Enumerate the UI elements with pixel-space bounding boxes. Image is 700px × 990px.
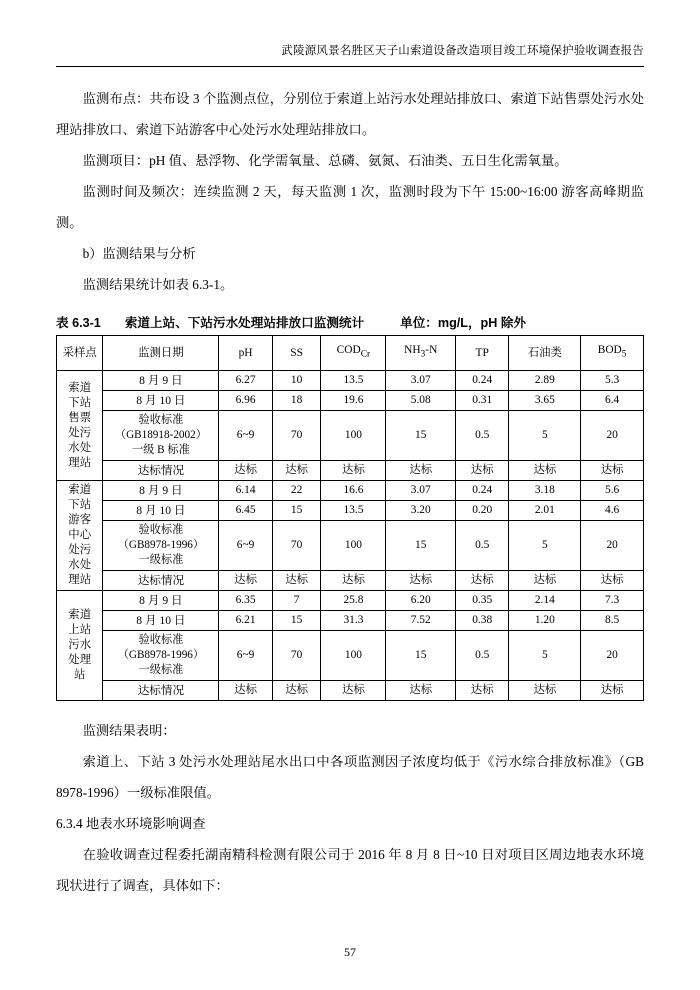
cell-ph: 6~9: [219, 631, 272, 681]
cell-ph: 达标: [219, 461, 272, 481]
paragraph-results-conclusion: 索道上、下站 3 处污水处理站尾水出口中各项监测因子浓度均低于《污水综合排放标准》（GB 8978-1996）一级标准限值。: [56, 754, 644, 800]
row-group-label-1: 索道 下站 售票 处污 水处 理站: [57, 371, 103, 481]
table-row: [57, 611, 644, 631]
table-caption-label: 表 6.3-1: [56, 316, 101, 330]
page-header: [56, 0, 644, 67]
cell-nh3n: 7.52: [386, 611, 456, 631]
cell-oil: 达标: [509, 461, 581, 481]
paragraph-monitoring-time: 监测时间及频次：连续监测 2 天，每天监测 1 次，监测时段为下午 15:00~16:00 游客高峰期监测。: [56, 184, 644, 230]
cell-nh3n: 达标: [386, 571, 456, 591]
cell-oil: 达标: [509, 571, 581, 591]
cell-tp: 0.24: [456, 481, 509, 501]
table-caption-unit: 单位：mg/L，pH 除外: [400, 316, 527, 330]
paragraph-monitoring-points: 监测布点：共布设 3 个监测点位，分别位于索道上站污水处理站排放口、索道下站售票处污水处理站排放口、索道下站游客中心处污水处理站排放口。: [56, 91, 644, 137]
cell-ph: 6.14: [219, 481, 272, 501]
col-header-date: 监测日期: [103, 336, 219, 371]
cell-ss: 70: [272, 521, 321, 571]
cell-oil: 1.20: [509, 611, 581, 631]
cell-compliance-label: 达标情况: [103, 571, 219, 591]
cell-date: 8 月 10 日: [103, 611, 219, 631]
cell-ss: 7: [272, 591, 321, 611]
section-heading-6-3-4: 6.3.4 地表水环境影响调查: [56, 816, 206, 831]
cell-codcr: 19.6: [321, 391, 386, 411]
col-header-ss: SS: [272, 336, 321, 371]
cell-ss: 18: [272, 391, 321, 411]
cell-ph: 达标: [219, 681, 272, 701]
cell-nh3n: 达标: [386, 681, 456, 701]
cell-bod5: 20: [581, 411, 644, 461]
paragraph-results-ref: 监测结果统计如表 6.3-1。: [82, 277, 234, 292]
cell-bod5: 7.3: [581, 591, 644, 611]
paragraph-monitoring-items: 监测项目：pH 值、悬浮物、化学需氧量、总磷、氨氮、石油类、五日生化需氧量。: [82, 153, 568, 168]
col-header-nh3n: $NH_3-N$: [386, 336, 456, 371]
cell-ss: 15: [272, 501, 321, 521]
cell-ph: 6.35: [219, 591, 272, 611]
cell-oil: 达标: [509, 681, 581, 701]
cell-oil: 2.89: [509, 371, 581, 391]
table-row: [57, 411, 644, 461]
col-header-oil: 石油类: [509, 336, 581, 371]
cell-tp: 达标: [456, 571, 509, 591]
paragraph-subsection-b: b）监测结果与分析: [82, 246, 196, 261]
cell-ss: 达标: [272, 461, 321, 481]
cell-tp: 0.31: [456, 391, 509, 411]
cell-oil: 5: [509, 521, 581, 571]
cell-oil: 5: [509, 631, 581, 681]
cell-nh3n: 15: [386, 631, 456, 681]
cell-tp: 0.5: [456, 631, 509, 681]
cell-ss: 达标: [272, 681, 321, 701]
monitoring-results-table: [56, 335, 644, 701]
cell-codcr: 100: [321, 521, 386, 571]
cell-nh3n: 3.07: [386, 371, 456, 391]
cell-bod5: 达标: [581, 461, 644, 481]
cell-bod5: 达标: [581, 571, 644, 591]
table-caption: [56, 312, 644, 331]
cell-date: 8 月 9 日: [103, 591, 219, 611]
table-row: [57, 371, 644, 391]
cell-codcr: 25.8: [321, 591, 386, 611]
cell-ss: 22: [272, 481, 321, 501]
cell-bod5: 达标: [581, 681, 644, 701]
cell-standard-label: 验收标准 （GB8978-1996） 一级标准: [103, 521, 219, 571]
col-header-codcr: $COD_{Cr}$: [321, 336, 386, 371]
table-header-row: [57, 336, 644, 371]
cell-codcr: 100: [321, 411, 386, 461]
cell-nh3n: 15: [386, 411, 456, 461]
col-header-bod5: $BOD_5$: [581, 336, 644, 371]
cell-codcr: 31.3: [321, 611, 386, 631]
cell-tp: 0.24: [456, 371, 509, 391]
table-row: [57, 481, 644, 501]
cell-oil: 2.01: [509, 501, 581, 521]
col-header-tp: TP: [456, 336, 509, 371]
paragraph-surface-water-survey: 在验收调查过程委托湖南精科检测有限公司于 2016 年 8 月 8 日~10 日对项目区周边地表水环境现状进行了调查，具体如下：: [56, 847, 644, 893]
cell-ph: 6~9: [219, 411, 272, 461]
paragraph-results-summary: 监测结果表明：: [82, 723, 176, 738]
cell-date: 8 月 9 日: [103, 481, 219, 501]
cell-nh3n: 15: [386, 521, 456, 571]
cell-compliance-label: 达标情况: [103, 681, 219, 701]
cell-nh3n: 3.07: [386, 481, 456, 501]
cell-codcr: 13.5: [321, 371, 386, 391]
cell-oil: 5: [509, 411, 581, 461]
cell-tp: 达标: [456, 681, 509, 701]
row-group-label-3: 索道 上站 污水 处理 站: [57, 591, 103, 701]
cell-bod5: 8.5: [581, 611, 644, 631]
cell-bod5: 5.3: [581, 371, 644, 391]
cell-tp: 达标: [456, 461, 509, 481]
cell-tp: 0.35: [456, 591, 509, 611]
table-row: [57, 571, 644, 591]
cell-standard-label: 验收标准 （GB18918-2002） 一级 B 标准: [103, 411, 219, 461]
cell-ph: 达标: [219, 571, 272, 591]
cell-standard-label: 验收标准 （GB8978-1996） 一级标准: [103, 631, 219, 681]
cell-nh3n: 3.20: [386, 501, 456, 521]
cell-date: 8 月 10 日: [103, 391, 219, 411]
cell-codcr: 100: [321, 631, 386, 681]
cell-ph: 6.27: [219, 371, 272, 391]
table-row: [57, 591, 644, 611]
cell-codcr: 达标: [321, 681, 386, 701]
cell-codcr: 达标: [321, 571, 386, 591]
cell-oil: 3.65: [509, 391, 581, 411]
cell-ss: 70: [272, 631, 321, 681]
table-row: [57, 391, 644, 411]
cell-nh3n: 6.20: [386, 591, 456, 611]
cell-oil: 3.18: [509, 481, 581, 501]
table-row: [57, 501, 644, 521]
table-row: [57, 631, 644, 681]
cell-tp: 0.5: [456, 521, 509, 571]
cell-ph: 6.21: [219, 611, 272, 631]
row-group-label-2: 索道 下站 游客 中心 处污 水处 理站: [57, 481, 103, 591]
cell-tp: 0.20: [456, 501, 509, 521]
page-number: 57: [344, 945, 356, 959]
cell-ph: 6.45: [219, 501, 272, 521]
table-caption-title: 索道上站、下站污水处理站排放口监测统计: [124, 316, 365, 330]
cell-ss: 15: [272, 611, 321, 631]
cell-ss: 10: [272, 371, 321, 391]
header-title: 武陵源风景名胜区天子山索道设备改造项目竣工环境保护验收调查报告: [281, 45, 644, 57]
cell-bod5: 20: [581, 521, 644, 571]
cell-oil: 2.14: [509, 591, 581, 611]
cell-date: 8 月 9 日: [103, 371, 219, 391]
cell-ph: 6.96: [219, 391, 272, 411]
cell-nh3n: 达标: [386, 461, 456, 481]
cell-bod5: 20: [581, 631, 644, 681]
cell-compliance-label: 达标情况: [103, 461, 219, 481]
cell-ph: 6~9: [219, 521, 272, 571]
table-row: [57, 681, 644, 701]
cell-tp: 0.38: [456, 611, 509, 631]
cell-ss: 70: [272, 411, 321, 461]
col-header-ph: pH: [219, 336, 272, 371]
cell-nh3n: 5.08: [386, 391, 456, 411]
cell-date: 8 月 10 日: [103, 501, 219, 521]
table-row: [57, 461, 644, 481]
cell-bod5: 4.6: [581, 501, 644, 521]
table-row: [57, 521, 644, 571]
cell-codcr: 16.6: [321, 481, 386, 501]
col-header-sample-point: 采样点: [57, 336, 103, 371]
cell-codcr: 13.5: [321, 501, 386, 521]
cell-bod5: 5.6: [581, 481, 644, 501]
cell-ss: 达标: [272, 571, 321, 591]
page-body: [56, 67, 644, 901]
cell-codcr: 达标: [321, 461, 386, 481]
cell-bod5: 6.4: [581, 391, 644, 411]
cell-tp: 0.5: [456, 411, 509, 461]
